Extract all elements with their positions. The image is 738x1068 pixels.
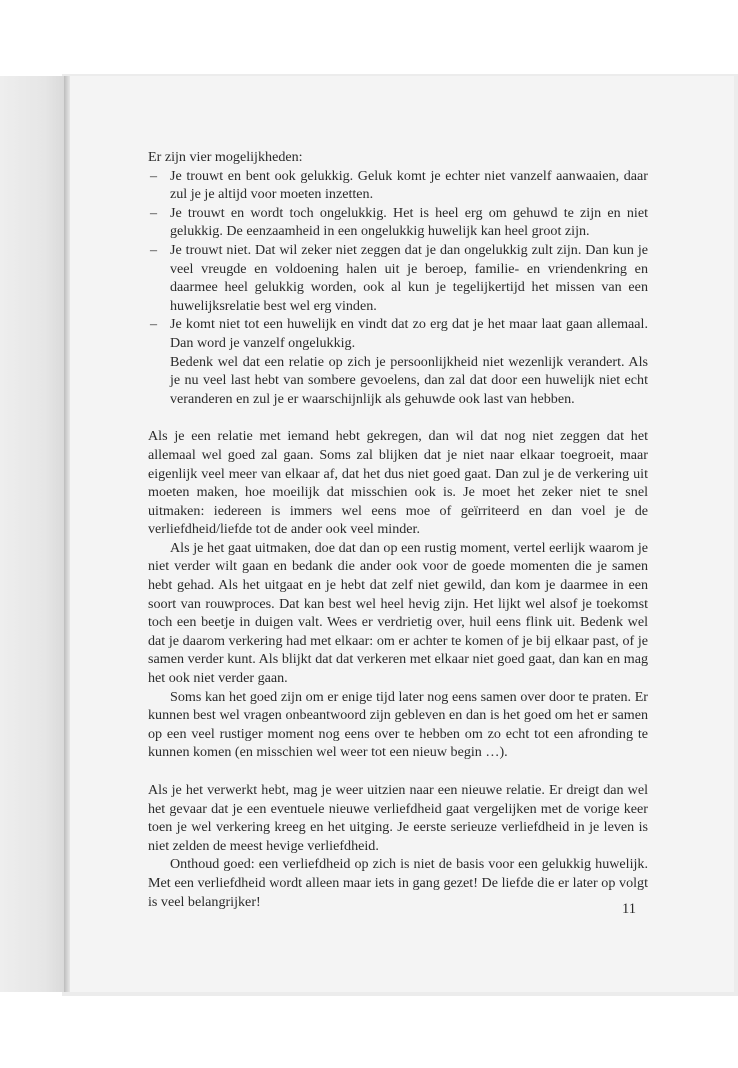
paragraph: Als je een relatie met iemand hebt gekregen, dan wil dat nog niet zeggen dat het allemaal wel goed zal gaan. Soms zal blijken dat je niet naar elkaar toegroeit, maar eigenlijk veel meer van elkaar af, dat het dus niet goed gaat. Dan zul je de verkering uit moeten maken, hoe moeilijk dat misschien ook is. Je moet het zeker niet te snel uitmaken: iedereen is immers wel eens moe of geïrriteerd en dan voel je de verliefdheid/liefde tot de ander ook veel minder.: [148, 428, 648, 538]
indented-note: Bedenk wel dat een relatie op zich je persoonlijkheid niet wezenlijk verandert. Als je nu veel last hebt van sombere gevoelens, dan zal dat door een huwelijk niet echt veranderen en zul je er waarschijnlijk als gehuwde ook last van hebben.: [170, 353, 648, 407]
paragraph: Soms kan het goed zijn om er enige tijd later nog eens samen over door te praten. Er kunnen best wel vragen onbeantwoord zijn gebleven en dan is het goed om het er samen op een veel rustiger moment nog eens over te hebben om zo echt tot een afronding te kunnen komen (en misschien wel weer tot een nieuw begin …).: [148, 688, 648, 761]
paragraph: Als je het verwerkt hebt, mag je weer uitzien naar een nieuwe relatie. Er dreigt dan wel het gevaar dat je een eventuele nieuwe verliefdheid gaat vergelijken met de vorige keer toen je wel verkering kreeg en het uitging. Je eerste serieuze verliefdheid in je leven is niet zelden de meest hevige verliefdheid.: [148, 782, 648, 854]
list-dash: –: [150, 167, 158, 184]
paragraph: Als je het gaat uitmaken, doe dat dan op een rustig moment, vertel eerlijk waarom je niet verder wilt gaan en bedank die ander ook voor de goede momenten die je samen hebt gehad. Als het uitgaat en je hebt dat zelf niet gewild, dan kom je daarmee in een soort van rouwproces. Dat kan best wel heel hevig zijn. Het lijkt wel alsof je toekomst toch een beetje in duigen valt. Wees er verdrietig over, huil eens flink uit. Bedenk wel dat je daarom verkering had met elkaar: om er achter te komen of je bij elkaar past, of je samen verder kunt. Als blijkt dat dat verkeren met elkaar niet goed gaat, dan kan en mag het ook niet verder gaan.: [148, 539, 648, 687]
section-gap: [148, 408, 648, 427]
page-number: 11: [622, 901, 636, 917]
list-item: – Je trouwt en bent ook gelukkig. Geluk komt je echter niet vanzelf aanwaaien, daar zul je je altijd voor moeten inzetten.: [150, 167, 648, 203]
list-dash: –: [150, 316, 158, 333]
book-spine: [0, 76, 64, 992]
list-item: – Je trouwt en wordt toch ongelukkig. Het is heel erg om gehuwd te zijn en niet gelukkig. De eenzaamheid in een ongelukkig huwelijk kan heel groot zijn.: [150, 204, 648, 240]
section-gap: [148, 762, 648, 781]
paragraph: Onthoud goed: een verliefdheid op zich is niet de basis voor een gelukkig huwelijk. Met een verliefdheid wordt alleen maar iets in gang gezet! De liefde die er later op volgt is veel belangrijker!: [148, 856, 648, 910]
list-item: – Je komt niet tot een huwelijk en vindt dat zo erg dat je het maar laat gaan allemaal. Dan word je vanzelf ongelukkig.: [150, 316, 648, 351]
list-dash: –: [150, 204, 158, 221]
spine-edge: [64, 76, 70, 992]
page-body: [148, 148, 648, 911]
list-item: – Je trouwt niet. Dat wil zeker niet zeggen dat je dan ongelukkig zult zijn. Dan kun je veel vreugde en voldoening halen uit je beroep, familie- en vriendenkring en daarmee heel gelukkig worden, ook al kun je tegelijkertijd het missen van een huwelijksrelatie best wel erg vinden.: [150, 241, 648, 314]
options-list: [148, 167, 648, 353]
intro-line: Er zijn vier mogelijkheden:: [148, 149, 303, 165]
list-dash: –: [150, 241, 158, 258]
